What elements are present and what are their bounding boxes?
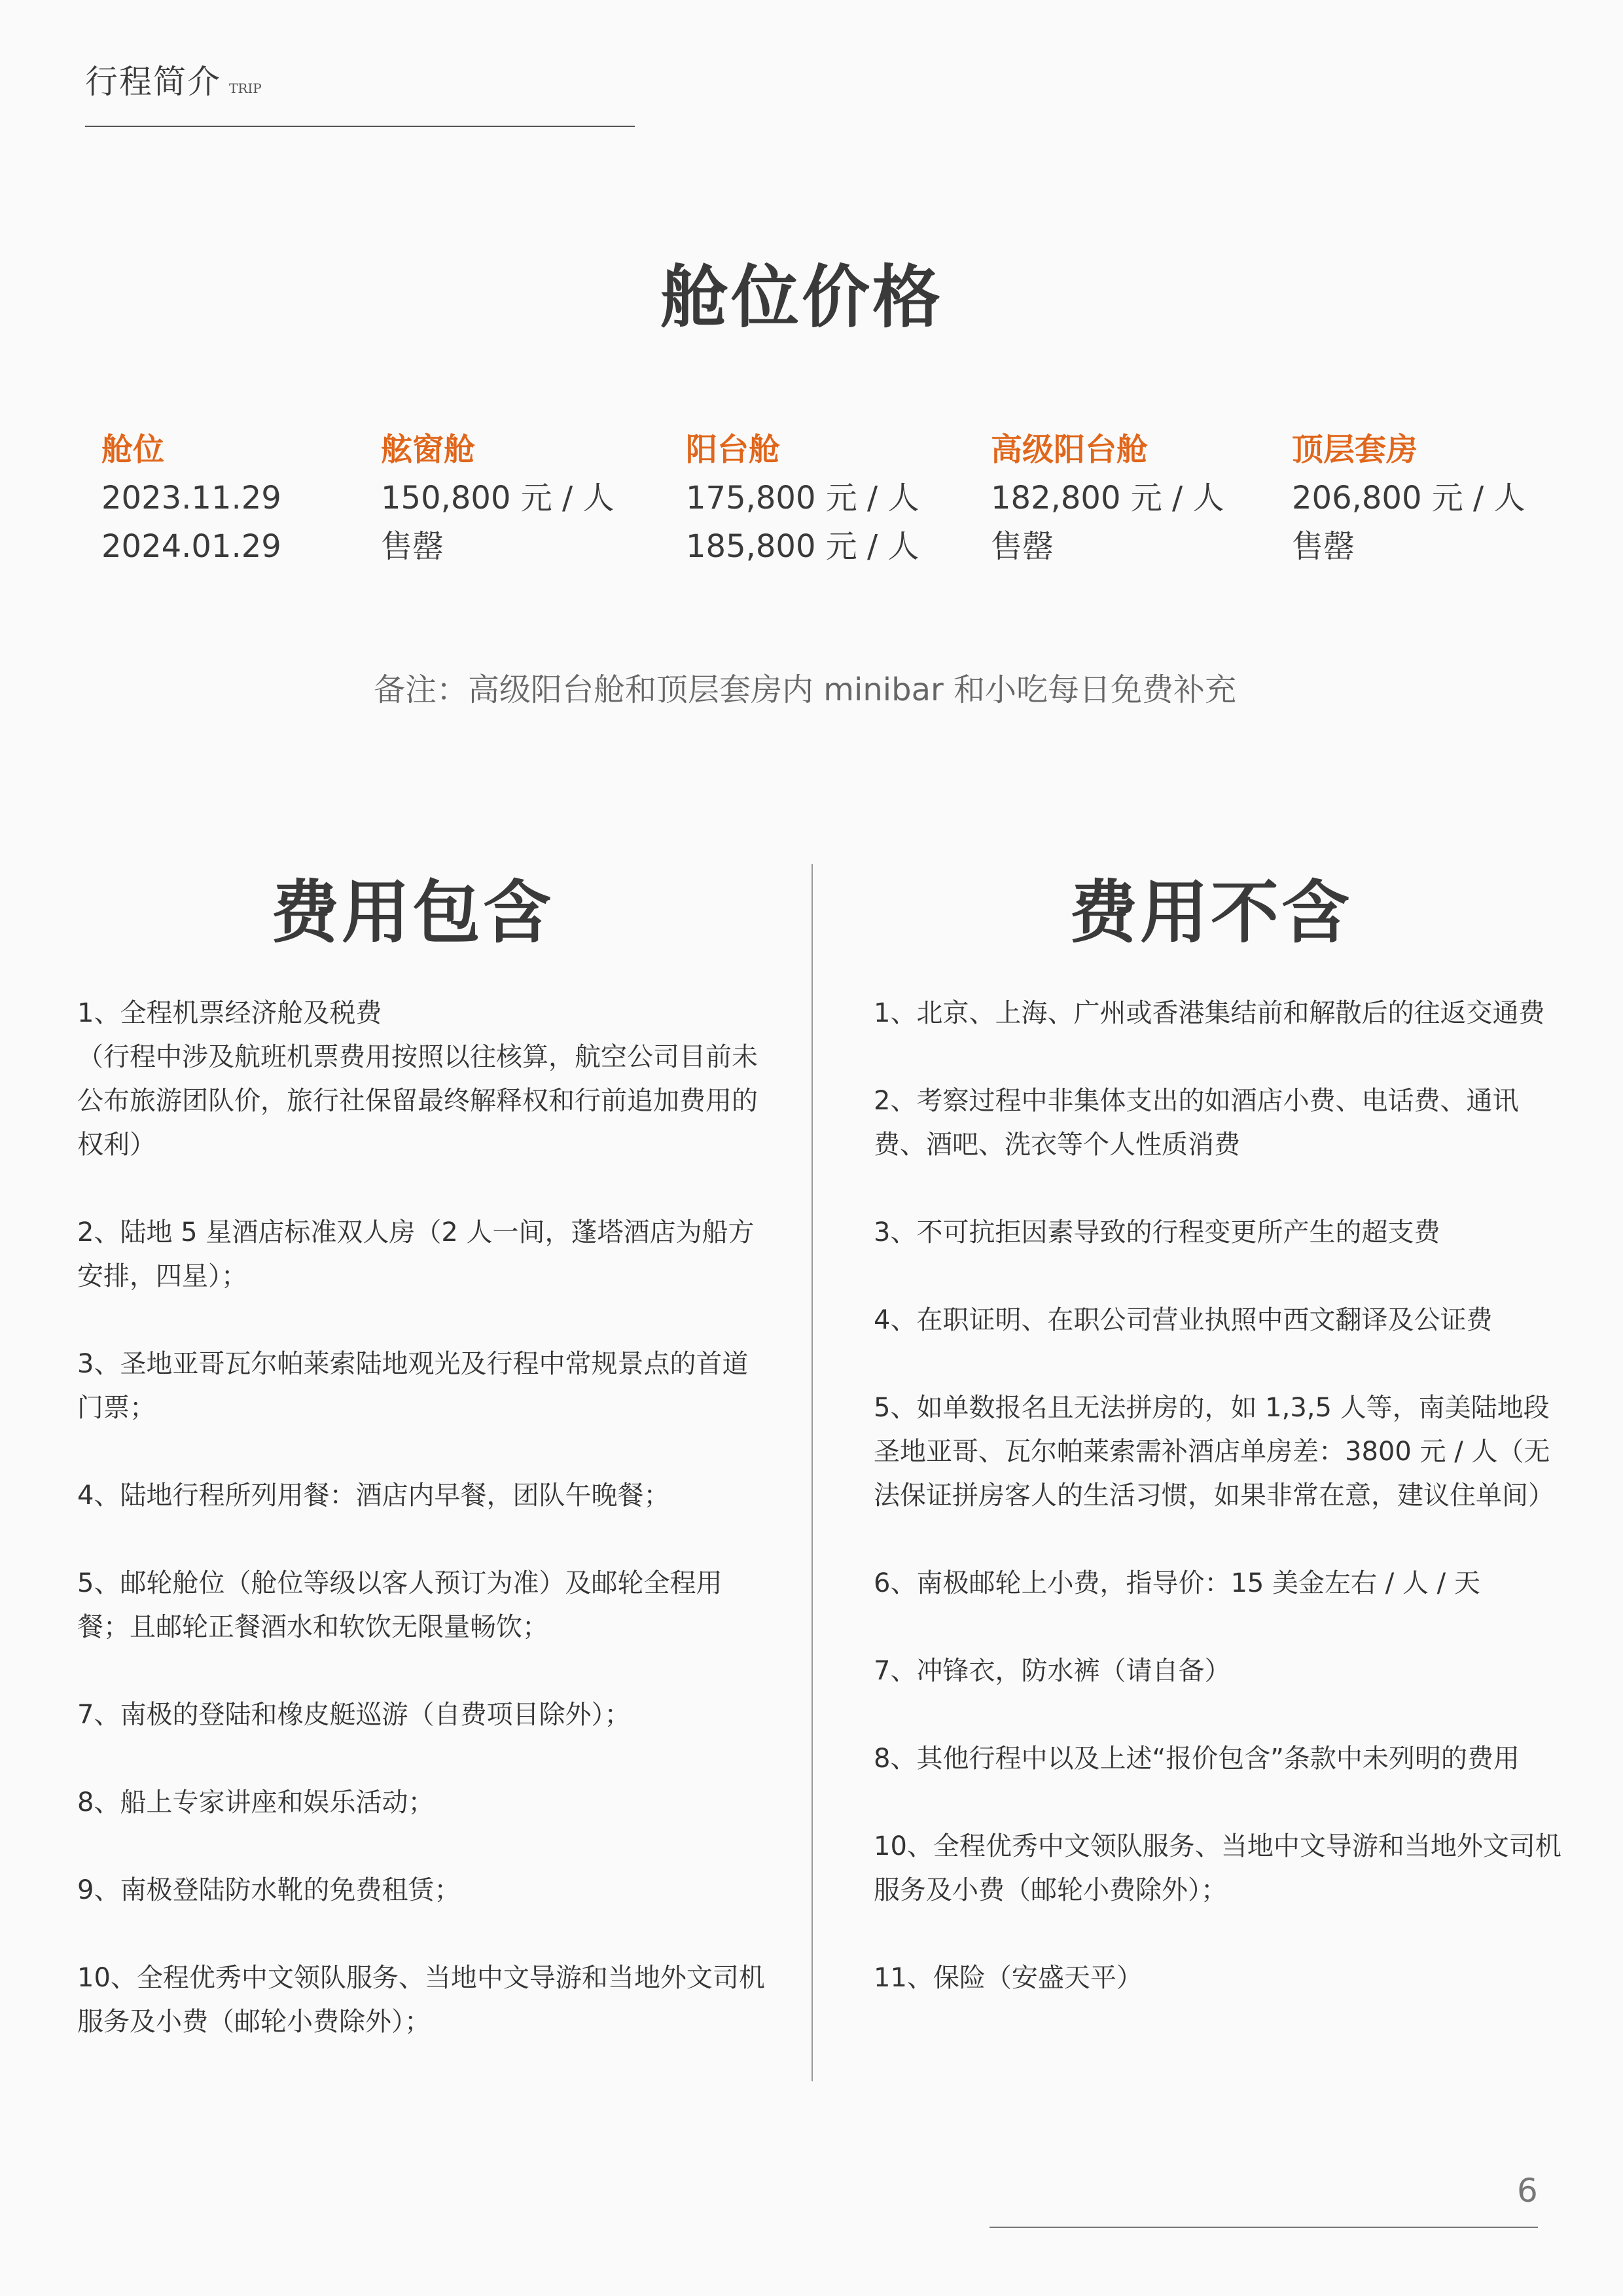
price-column-line: 175,800 元 / 人 bbox=[686, 480, 919, 516]
included-item-detail: （行程中涉及航班机票费用按照以往核算，航空公司目前未公布旅游团队价，旅行社保留最终解释权和行前追加费用的权利） bbox=[77, 1042, 758, 1160]
excluded-title: 费用不含 bbox=[1069, 872, 1352, 952]
header-title-text: 行程简介 bbox=[85, 63, 221, 101]
excluded-item: 4、在职证明、在职公司营业执照中西文翻译及公证费 bbox=[874, 1305, 1493, 1335]
included-item: 5、邮轮舱位（舱位等级以客人预订为准）及邮轮全程用餐；且邮轮正餐酒水和软饮无限量畅饮； bbox=[77, 1568, 722, 1642]
price-column-line: 2024.01.29 bbox=[101, 528, 281, 565]
price-column-line: 2023.11.29 bbox=[101, 480, 281, 516]
included-item: 9、南极登陆防水靴的免费租赁； bbox=[77, 1875, 461, 1905]
price-column-line: 182,800 元 / 人 bbox=[991, 480, 1224, 516]
excluded-item: 1、北京、上海、广州或香港集结前和解散后的往返交通费 bbox=[874, 998, 1545, 1028]
excluded-item: 7、冲锋衣，防水裤（请自备） bbox=[874, 1656, 1231, 1686]
price-column-cabin bbox=[101, 425, 281, 571]
price-column-head: 舷窗舱 bbox=[381, 431, 476, 468]
excluded-item: 6、南极邮轮上小费，指导价：15 美金左右 / 人 / 天 bbox=[874, 1568, 1480, 1598]
included-item: 3、圣地亚哥瓦尔帕莱索陆地观光及行程中常规景点的首道门票； bbox=[77, 1349, 749, 1423]
cabin-price-title: 舱位价格 bbox=[660, 257, 943, 337]
header-subtitle: TRIP bbox=[229, 81, 262, 96]
price-column-penthouse-suite bbox=[1292, 425, 1525, 571]
price-column-head: 阳台舱 bbox=[686, 431, 781, 468]
price-column-premium-balcony bbox=[991, 425, 1224, 571]
excluded-item: 3、不可抗拒因素导致的行程变更所产生的超支费 bbox=[874, 1217, 1440, 1247]
price-column-line: 售罄 bbox=[1292, 528, 1355, 565]
included-item-heading: 1、全程机票经济舱及税费 bbox=[77, 998, 382, 1028]
included-item: 2、陆地 5 星酒店标准双人房（2 人一间，蓬塔酒店为船方安排，四星）； bbox=[77, 1217, 755, 1291]
included-item: 10、全程优秀中文领队服务、当地中文导游和当地外文司机服务及小费（邮轮小费除外）； bbox=[77, 1963, 765, 2037]
included-list bbox=[77, 992, 771, 2044]
excluded-item: 5、如单数报名且无法拼房的，如 1,3,5 人等，南美陆地段圣地亚哥、瓦尔帕莱索需补酒店单房差：3800 元 / 人（无法保证拼房客人的生活习惯，如果非常在意，建议住单间） bbox=[874, 1393, 1554, 1511]
excluded-item: 8、其他行程中以及上述“报价包含”条款中未列明的费用 bbox=[874, 1744, 1520, 1774]
footer-divider bbox=[990, 2227, 1538, 2228]
included-title: 费用包含 bbox=[270, 872, 554, 952]
price-column-porthole bbox=[381, 425, 614, 571]
header-divider bbox=[85, 126, 635, 127]
excluded-item: 11、保险（安盛天平） bbox=[874, 1963, 1143, 1993]
column-divider bbox=[812, 864, 813, 2081]
price-column-line: 售罄 bbox=[991, 528, 1054, 565]
excluded-item: 2、考察过程中非集体支出的如酒店小费、电话费、通讯费、酒吧、洗衣等个人性质消费 bbox=[874, 1086, 1519, 1160]
included-item: 8、船上专家讲座和娱乐活动； bbox=[77, 1787, 435, 1818]
price-column-line: 150,800 元 / 人 bbox=[381, 480, 615, 516]
header-title bbox=[85, 63, 262, 101]
price-column-line: 售罄 bbox=[381, 528, 444, 565]
price-column-balcony bbox=[686, 425, 919, 571]
included-item bbox=[77, 992, 771, 1167]
included-item: 7、南极的登陆和橡皮艇巡游（自费项目除外）； bbox=[77, 1700, 631, 1730]
included-item: 4、陆地行程所列用餐：酒店内早餐，团队午晚餐； bbox=[77, 1480, 670, 1511]
price-column-line: 206,800 元 / 人 bbox=[1292, 480, 1525, 516]
page-number: 6 bbox=[1517, 2172, 1538, 2210]
price-column-head: 高级阳台舱 bbox=[991, 431, 1149, 468]
price-column-head: 顶层套房 bbox=[1292, 431, 1418, 468]
excluded-list bbox=[874, 992, 1567, 2000]
price-column-line: 185,800 元 / 人 bbox=[686, 528, 919, 565]
price-column-head: 舱位 bbox=[101, 431, 165, 468]
cabin-price-note: 备注：高级阳台舱和顶层套房内 minibar 和小吃每日免费补充 bbox=[374, 672, 1236, 708]
excluded-item: 10、全程优秀中文领队服务、当地中文导游和当地外文司机服务及小费（邮轮小费除外）； bbox=[874, 1831, 1561, 1905]
